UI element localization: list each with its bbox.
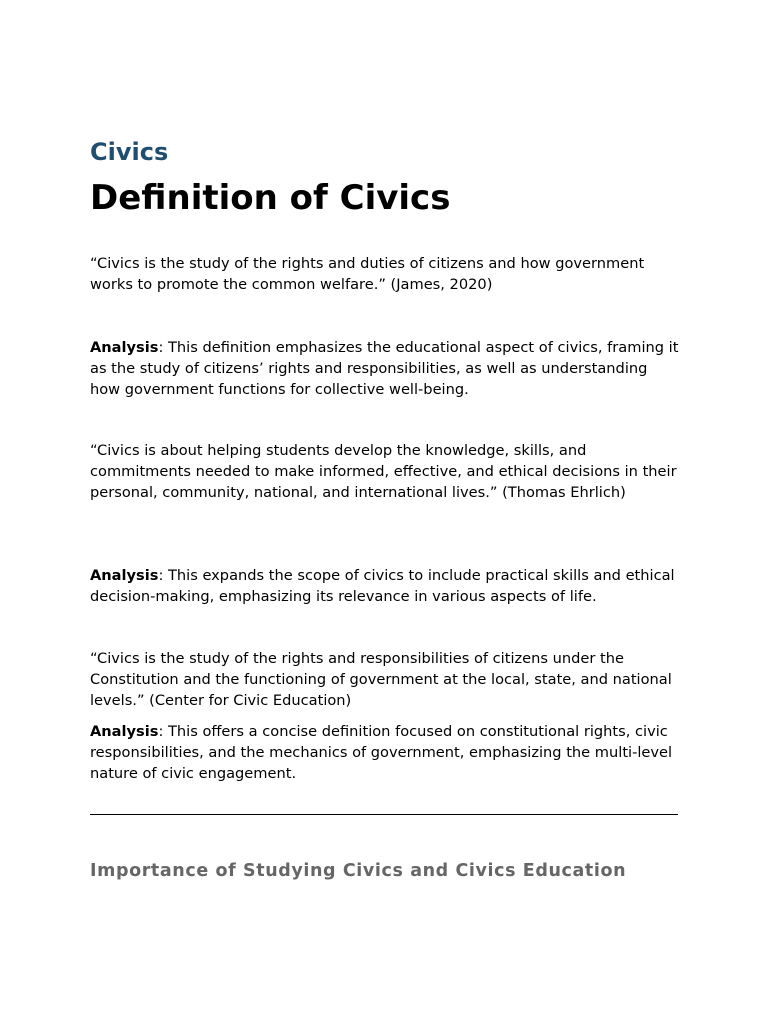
quote-2: “Civics is about helping students develop the knowledge, skills, and commitments needed to make informed, effective, and ethical decisions in their personal, community, national, and international lives.” (Thomas Ehrlich) [90,442,677,501]
analysis-1-label: Analysis [90,339,159,356]
quote-3: “Civics is the study of the rights and responsibilities of citizens under the Constitution and the functioning of government at the local, state, and national levels.” (Center for Civic Education) [90,650,672,709]
analysis-1 [90,337,680,400]
analysis-3-label: Analysis [90,723,159,740]
analysis-3-text: : This offers a concise definition focused on constitutional rights, civic responsibilities, and the mechanics of government, emphasizing the multi-level nature of civic engagement. [90,723,673,782]
page-title: Definition of Civics [90,178,451,218]
analysis-1-text: : This definition emphasizes the educational aspect of civics, framing it as the study of citizens’ rights and responsibilities, as well as understanding how government functions for collective well-being. [90,339,679,398]
next-section-heading: Importance of Studying Civics and Civics Education [90,861,627,881]
analysis-3 [90,721,680,784]
analysis-2-text: : This expands the scope of civics to include practical skills and ethical decision-making, emphasizing its relevance in various aspects of life. [90,567,675,605]
analysis-2 [90,565,680,607]
horizontal-divider [90,814,678,815]
analysis-2-label: Analysis [90,567,159,584]
quote-1: “Civics is the study of the rights and duties of citizens and how government works to promote the common welfare.” (James, 2020) [90,255,645,293]
section-label: Civics [90,138,169,166]
